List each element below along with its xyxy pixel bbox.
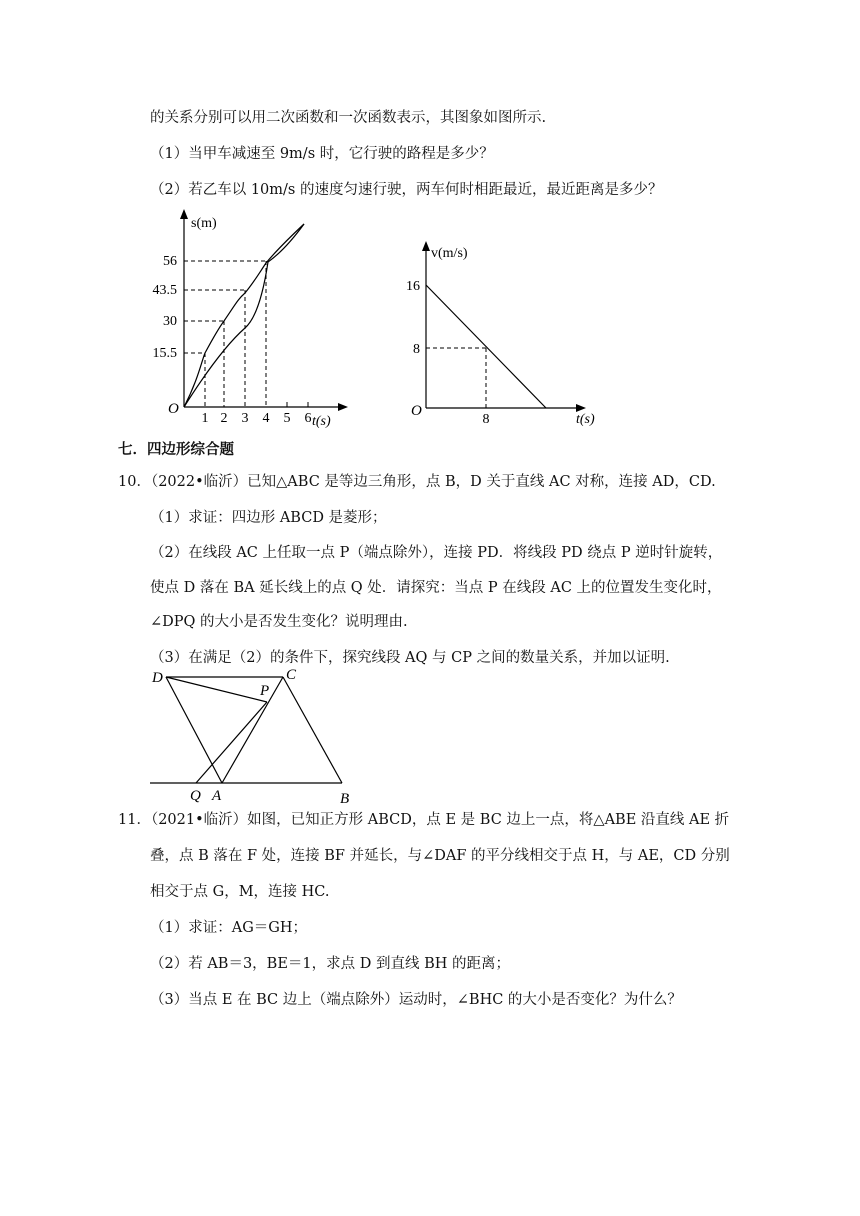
graph-left-xtick: 3 bbox=[241, 411, 249, 426]
graph-left-ytick: 56 bbox=[163, 254, 177, 269]
graph-right-ytick: 8 bbox=[413, 342, 420, 357]
graph-right-origin: O bbox=[411, 403, 422, 419]
graph-left-ytick: 15.5 bbox=[152, 346, 177, 361]
q10-line: ∠DPQ 的大小是否发生变化？说明理由. bbox=[150, 614, 408, 630]
q10-line: （2）在线段 AC 上任取一点 P（端点除外），连接 PD．将线段 PD 绕点 P 逆时针旋转， bbox=[150, 545, 723, 561]
graph-distance-time bbox=[150, 205, 365, 430]
q10-line: （3）在满足（2）的条件下，探究线段 AQ 与 CP 之间的数量关系，并加以证明. bbox=[150, 650, 670, 666]
q10-line: 10．（2022•临沂）已知△ABC 是等边三角形，点 B，D 关于直线 AC 对称，连接 AD，CD. bbox=[118, 474, 716, 490]
q11-line: 相交于点 G，M，连接 HC. bbox=[150, 884, 330, 900]
q9-part2: （2）若乙车以 10m/s 的速度匀速行驶，两车何时相距最近，最近距离是多少？ bbox=[150, 182, 663, 198]
graph-left-ylabel: s(m) bbox=[191, 216, 217, 231]
graph-left-origin: O bbox=[168, 401, 179, 417]
point-B: B bbox=[340, 791, 350, 807]
q9-part1: （1）当甲车减速至 9m/s 时，它行驶的路程是多少？ bbox=[150, 146, 494, 162]
graph-left-xtick: 2 bbox=[220, 411, 228, 426]
q11-line: （2）若 AB＝3，BE＝1，求点 D 到直线 BH 的距离； bbox=[150, 956, 511, 972]
rhombus-figure bbox=[140, 665, 365, 810]
q10-line: 使点 D 落在 BA 延长线上的点 Q 处．请探究：当点 P 在线段 AC 上的位置发生变化时， bbox=[150, 580, 722, 596]
graph-left-ytick: 43.5 bbox=[152, 283, 177, 298]
point-C: C bbox=[286, 667, 297, 683]
graph-right-ytick: 16 bbox=[406, 279, 420, 294]
point-A: A bbox=[212, 788, 222, 804]
q11-line: 叠，点 B 落在 F 处，连接 BF 并延长，与∠DAF 的平分线相交于点 H，与 AE，CD 分别 bbox=[150, 848, 730, 864]
graph-left-xtick: 5 bbox=[283, 411, 291, 426]
graph-left-xlabel: t(s) bbox=[312, 414, 331, 429]
graph-right-xtick: 8 bbox=[482, 412, 490, 427]
q10-line: （1）求证：四边形 ABCD 是菱形； bbox=[150, 510, 387, 526]
graph-left-xtick: 6 bbox=[304, 411, 312, 426]
graph-left-xtick: 1 bbox=[201, 411, 209, 426]
q11-line: （1）求证：AG＝GH； bbox=[150, 920, 308, 936]
graph-left-ytick: 30 bbox=[163, 314, 177, 329]
point-P: P bbox=[260, 683, 270, 699]
q11-line: 11．（2021•临沂）如图，已知正方形 ABCD，点 E 是 BC 边上一点，将△ABE 沿直线 AE 折 bbox=[118, 812, 730, 828]
q9-intro: 的关系分别可以用二次函数和一次函数表示，其图象如图所示. bbox=[150, 110, 547, 126]
graph-right-ylabel: v(m/s) bbox=[431, 246, 468, 261]
graph-velocity-time bbox=[400, 235, 610, 430]
point-Q: Q bbox=[190, 788, 201, 804]
section-heading: 七．四边形综合题 bbox=[118, 442, 234, 458]
point-D: D bbox=[152, 670, 163, 686]
q11-line: （3）当点 E 在 BC 边上（端点除外）运动时，∠BHC 的大小是否变化？为什么？ bbox=[150, 992, 682, 1008]
graph-left-xtick: 4 bbox=[262, 411, 270, 426]
graph-right-xlabel: t(s) bbox=[576, 412, 595, 427]
